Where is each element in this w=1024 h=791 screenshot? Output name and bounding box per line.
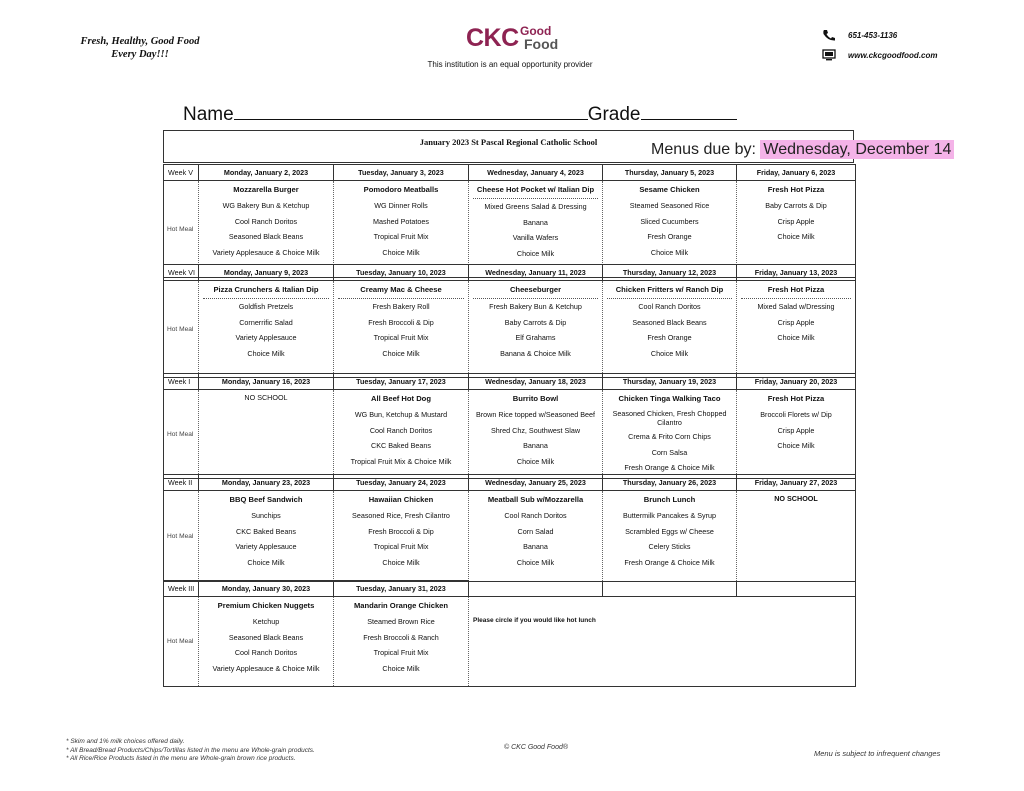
website-link[interactable]: www.ckcgoodfood.com [848,50,938,60]
entree: Chicken Fritters w/ Ranch Dip [615,285,724,294]
website-contact [822,49,937,61]
day-menu[interactable] [334,491,469,582]
footer-note: * All Bread/Bread Products/Chips/Tortillas listed in the menu are Whole-grain products. [66,746,315,754]
menu-item: Mixed Salad w/Dressing [757,302,835,311]
menu-item: Choice Milk [516,557,555,567]
menu-item: WG Bun, Ketchup & Mustard [354,410,448,419]
menu-item: Fresh Broccoli & Dip [368,317,434,327]
ckc-logo [440,22,580,56]
day-menu[interactable] [603,390,737,479]
menu-item: Vanilla Wafers [512,233,559,242]
menu-item: Choice Milk [650,348,689,358]
menu-item: Tropical Fruit Mix [373,333,429,342]
menu-item: Shred Chz, Southwest Slaw [490,425,581,435]
menu-item: Choice Milk [382,663,420,673]
entree: Brunch Lunch [643,495,696,504]
menu-item: Cool Ranch Doritos [234,648,298,657]
menu-item: Crisp Apple [777,216,815,226]
menu-item: Choice Milk [777,232,815,241]
name-grade-line [183,103,737,126]
day-header: Monday, January 9, 2023 [199,265,334,281]
day-header: Friday, January 20, 2023 [737,374,856,390]
menu-item: Cool Ranch Doritos [504,511,567,520]
menu-item: Crema & Frito Corn Chips [628,432,711,441]
menu-item: Cornerrific Salad [239,317,293,327]
menu-item: Variety Applesauce & Choice Milk [212,663,320,673]
menu-item: Choice Milk [650,247,689,257]
day-menu[interactable] [199,390,334,479]
entree: Creamy Mac & Cheese [360,285,442,294]
menu-item: Choice Milk [777,333,815,342]
entree: Pomodoro Meatballs [363,185,439,194]
hot-meal-label: Hot Meal [164,491,199,582]
due-date: Wednesday, December 14 [760,140,954,159]
day-menu[interactable] [603,181,737,278]
empty-header [469,581,603,597]
name-field[interactable] [234,103,588,120]
day-menu[interactable] [469,491,603,582]
menu-item: Brown Rice topped w/Seasoned Beef [475,410,596,419]
day-header: Monday, January 30, 2023 [199,581,334,597]
name-label: Name [183,104,234,125]
day-menu[interactable] [334,390,469,479]
menu-item: CKC Baked Beans [371,441,431,450]
menu-item: Choice Milk [516,248,555,258]
entree: Hawaiian Chicken [368,495,434,504]
day-menu[interactable] [334,281,469,378]
menu-item: Fresh Bakery Roll [372,302,430,311]
menu-item: Cool Ranch Doritos [234,216,298,226]
week-table [163,474,856,582]
day-header: Tuesday, January 17, 2023 [334,374,469,390]
entree: Mandarin Orange Chicken [353,601,449,610]
menu-item: Variety Applesauce & Choice Milk [212,247,320,257]
menu-item: CKC Baked Beans [236,526,296,536]
menu-item: Sunchips [251,511,281,520]
menu-item: Choice Milk [777,441,815,450]
day-menu[interactable] [469,281,603,378]
day-header: Tuesday, January 3, 2023 [334,165,469,181]
day-header: Wednesday, January 4, 2023 [469,165,603,181]
hot-meal-label: Hot Meal [164,390,199,479]
day-menu[interactable] [334,597,469,687]
due-label: Menus due by: [651,141,756,158]
menu-item: Fresh Broccoli & Ranch [363,632,439,642]
menu-item: Crisp Apple [777,425,815,435]
menu-item: Fresh Broccoli & Dip [368,526,434,536]
entree: Pizza Crunchers & Italian Dip [213,285,319,294]
week-label: Week II [164,475,199,491]
menu-item: Baby Carrots & Dip [504,317,567,327]
menu-item: WG Bakery Bun & Ketchup [222,201,310,210]
day-header: Tuesday, January 31, 2023 [334,581,469,597]
day-header: Thursday, January 26, 2023 [603,475,737,491]
copyright: © CKC Good Food® [504,744,569,751]
menu-item: Seasoned Black Beans [228,232,304,241]
menu-item: Choice Milk [382,557,420,567]
menu-item: Choice Milk [247,557,285,567]
day-menu[interactable] [737,491,856,582]
menu-item: Mixed Greens Salad & Dressing [484,202,587,211]
menu-title: January 2023 St Pascal Regional Catholic School [419,137,598,147]
menu-item: Seasoned Chicken, Fresh Chopped Cilantro [612,409,727,427]
menu-item: Banana & Choice Milk [500,348,571,358]
week-label: Week III [164,581,199,597]
day-menu[interactable] [737,181,856,278]
day-menu[interactable] [469,390,603,479]
menu-item: Fresh Orange & Choice Milk [624,463,715,472]
day-menu[interactable] [199,181,334,278]
day-header: Friday, January 6, 2023 [737,165,856,181]
logo-ckc-text: CKC [466,24,519,52]
menu-item: Corn Salsa [651,447,688,457]
day-menu[interactable] [603,281,737,378]
entree: Cheese Hot Pocket w/ Italian Dip [476,185,595,194]
day-menu[interactable] [737,281,856,378]
slogan [60,35,220,61]
entree: Burrito Bowl [512,394,559,403]
footer-note: * Skim and 1% milk choices offered daily. [66,738,185,745]
entree: Sesame Chicken [639,185,700,194]
day-menu[interactable] [469,181,603,278]
hot-meal-label: Hot Meal [164,597,199,687]
entree: BBQ Beef Sandwich [229,495,303,504]
menu-item: Fresh Orange [647,232,692,241]
circle-note: Please circle if you would like hot lunch [469,597,856,687]
phone-contact [822,29,897,41]
day-header: Wednesday, January 25, 2023 [469,475,603,491]
menu-item: Choice Milk [516,456,555,466]
menu-item: WG Dinner Rolls [374,201,428,210]
menu-item: Mashed Potatoes [373,216,429,226]
week-table [163,164,856,278]
menu-item: Cool Ranch Doritos [369,425,433,435]
day-menu[interactable] [334,181,469,278]
entree: Premium Chicken Nuggets [217,601,315,610]
menu-item: Seasoned Black Beans [632,317,707,327]
disclaimer: Menu is subject to infrequent changes [814,749,941,758]
grade-label: Grade [587,104,641,125]
day-header: Thursday, January 5, 2023 [603,165,737,181]
menu-item: Steamed Seasoned Rice [629,201,710,210]
slogan-line-1: Fresh, Healthy, Good Food [80,36,200,47]
week-label: Week VI [164,265,199,281]
menu-item: Fresh Orange [647,333,692,342]
day-menu[interactable] [199,491,334,582]
menu-item: Variety Applesauce [235,333,297,342]
entree: Fresh Hot Pizza [767,394,825,403]
day-header: Thursday, January 12, 2023 [603,265,737,281]
day-menu[interactable] [737,390,856,479]
phone-number: 651-453-1136 [848,30,898,40]
menu-item: Buttermilk Pancakes & Syrup [622,511,717,520]
entree: All Beef Hot Dog [371,394,431,403]
menus-due [651,141,954,159]
menu-item: Seasoned Black Beans [228,632,304,642]
menu-item: Crisp Apple [777,317,815,327]
menu-item: Scrambled Eggs w/ Cheese [625,526,714,536]
day-header: Thursday, January 19, 2023 [603,374,737,390]
entree: Chicken Tinga Walking Taco [618,394,721,403]
day-header: Monday, January 2, 2023 [199,165,334,181]
menu-item: Broccoli Florets w/ Dip [760,410,832,419]
menu-item: Tropical Fruit Mix [373,648,429,657]
hot-meal-label: Hot Meal [164,281,199,378]
computer-icon [822,49,836,61]
menu-item: Ketchup [252,617,280,626]
day-header: Monday, January 16, 2023 [199,374,334,390]
logo-food-text: Food [524,36,559,52]
menu-item: Variety Applesauce [235,542,297,551]
day-header: Monday, January 23, 2023 [199,475,334,491]
week-label: Week I [164,374,199,390]
menu-item: Choice Milk [382,247,420,257]
entree: Mozzarella Burger [233,185,299,194]
menu-item: NO SCHOOL [244,393,288,402]
logo-good-food [520,25,558,51]
menu-item: Fresh Orange & Choice Milk [624,557,715,567]
phone-icon [822,29,836,41]
menu-item: Steamed Brown Rice [367,617,435,626]
menu-item: Baby Carrots & Dip [765,201,827,210]
day-header: Wednesday, January 18, 2023 [469,374,603,390]
menu-item: Cool Ranch Doritos [638,302,701,311]
entree: Cheeseburger [509,285,562,294]
menu-item: Corn Salad [517,526,554,536]
menu-item: Tropical Fruit Mix & Choice Milk [350,456,452,466]
week-table [163,373,856,479]
menu-item: Tropical Fruit Mix [373,542,429,551]
menu-item: Seasoned Rice, Fresh Cilantro [352,511,450,520]
week-label: Week V [164,165,199,181]
menu-item: Choice Milk [382,348,420,358]
menu-item: Sliced Cucumbers [640,216,699,226]
day-header: Tuesday, January 24, 2023 [334,475,469,491]
footer-note: * All Rice/Rice Products listed in the menu are Whole-grain brown rice products. [66,755,296,762]
menu-item: Elf Grahams [515,333,556,342]
menu-item: Celery Sticks [648,542,691,551]
menu-item: Fresh Bakery Bun & Ketchup [489,302,582,311]
day-header: Friday, January 13, 2023 [737,265,856,281]
footer-notes [66,738,315,764]
day-header: Friday, January 27, 2023 [737,475,856,491]
logo-good-text: Good [520,24,552,38]
day-header: Tuesday, January 10, 2023 [334,265,469,281]
menu-item: Choice Milk [247,348,285,358]
menu-item: Banana [523,217,548,227]
day-menu[interactable] [199,281,334,378]
entree: Fresh Hot Pizza [767,185,825,194]
hot-meal-label: Hot Meal [164,181,199,278]
equal-opportunity-notice: This institution is an equal opportunity provider [427,60,593,69]
entree: Fresh Hot Pizza [767,285,825,294]
week-table [163,264,856,378]
menu-item: Goldfish Pretzels [238,302,294,311]
entree: Meatball Sub w/Mozzarella [487,495,584,504]
slogan-line-2: Every Day!!! [111,49,169,60]
grade-field[interactable] [641,103,737,120]
day-header: Wednesday, January 11, 2023 [469,265,603,281]
menu-item: Banana [523,441,548,450]
menu-item: Tropical Fruit Mix [373,232,429,241]
day-menu[interactable] [199,597,334,687]
menu-item: Banana [523,542,548,551]
week-table [163,580,856,687]
empty-header [737,581,856,597]
empty-header [603,581,737,597]
day-menu[interactable] [603,491,737,582]
menu-item: NO SCHOOL [774,494,818,503]
